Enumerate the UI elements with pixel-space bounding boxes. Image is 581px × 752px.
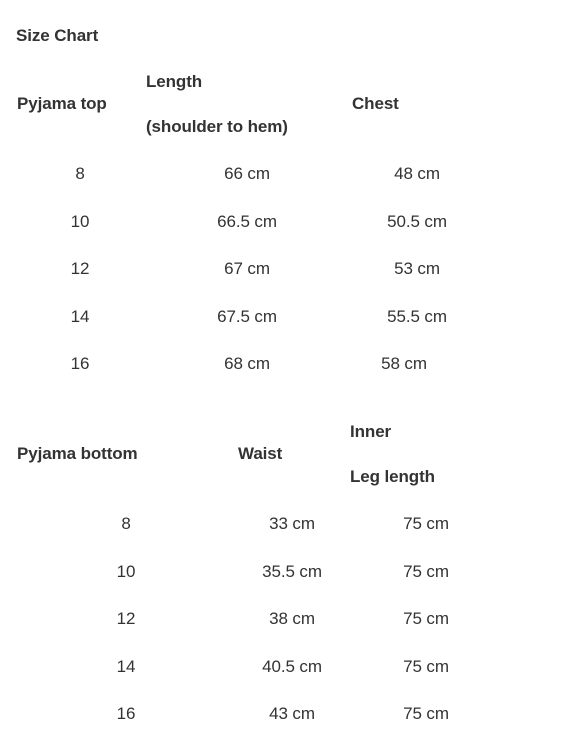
bottom-waist-cell: 33 cm (269, 514, 315, 533)
top-length-cell: 68 cm (224, 354, 270, 373)
top-size-cell: 16 (70, 354, 90, 373)
top-size-cell: 14 (70, 307, 90, 326)
bottom-waist-cell: 35.5 cm (262, 562, 322, 581)
bottom-leg-cell: 75 cm (403, 657, 449, 676)
bottom-leg-cell: 75 cm (403, 704, 449, 723)
top-size-cell: 10 (70, 212, 90, 231)
top-length-header: Length (146, 72, 203, 91)
bottom-size-cell: 10 (116, 562, 136, 581)
bottom-waist-cell: 40.5 cm (262, 657, 322, 676)
bottom-size-cell: 12 (116, 609, 136, 628)
bottom-size-cell: 16 (116, 704, 136, 723)
top-chest-cell: 50.5 cm (387, 212, 447, 231)
top-chest-cell: 55.5 cm (387, 307, 447, 326)
top-length-cell: 67 cm (224, 259, 270, 278)
top-length-cell: 66 cm (224, 164, 270, 183)
bottom-leg-subheader: Leg length (350, 467, 435, 486)
top-chest-header: Chest (352, 94, 399, 113)
top-chest-cell: 58 cm (381, 354, 427, 373)
bottom-leg-cell: 75 cm (403, 562, 449, 581)
bottom-leg-header: Inner (350, 422, 392, 441)
bottom-waist-header: Waist (238, 444, 283, 463)
bottom-size-header: Pyjama bottom (17, 444, 138, 463)
bottom-leg-cell: 75 cm (403, 514, 449, 533)
bottom-leg-cell: 75 cm (403, 609, 449, 628)
bottom-size-cell: 14 (116, 657, 136, 676)
top-size-header: Pyjama top (17, 94, 107, 113)
top-chest-cell: 53 cm (394, 259, 440, 278)
bottom-waist-cell: 43 cm (269, 704, 315, 723)
top-size-cell: 8 (75, 164, 85, 183)
top-size-cell: 12 (70, 259, 90, 278)
top-length-cell: 67.5 cm (217, 307, 277, 326)
top-length-subheader: (shoulder to hem) (146, 117, 288, 136)
page-title: Size Chart (16, 26, 99, 45)
bottom-waist-cell: 38 cm (269, 609, 315, 628)
top-length-cell: 66.5 cm (217, 212, 277, 231)
top-chest-cell: 48 cm (394, 164, 440, 183)
bottom-size-cell: 8 (121, 514, 131, 533)
